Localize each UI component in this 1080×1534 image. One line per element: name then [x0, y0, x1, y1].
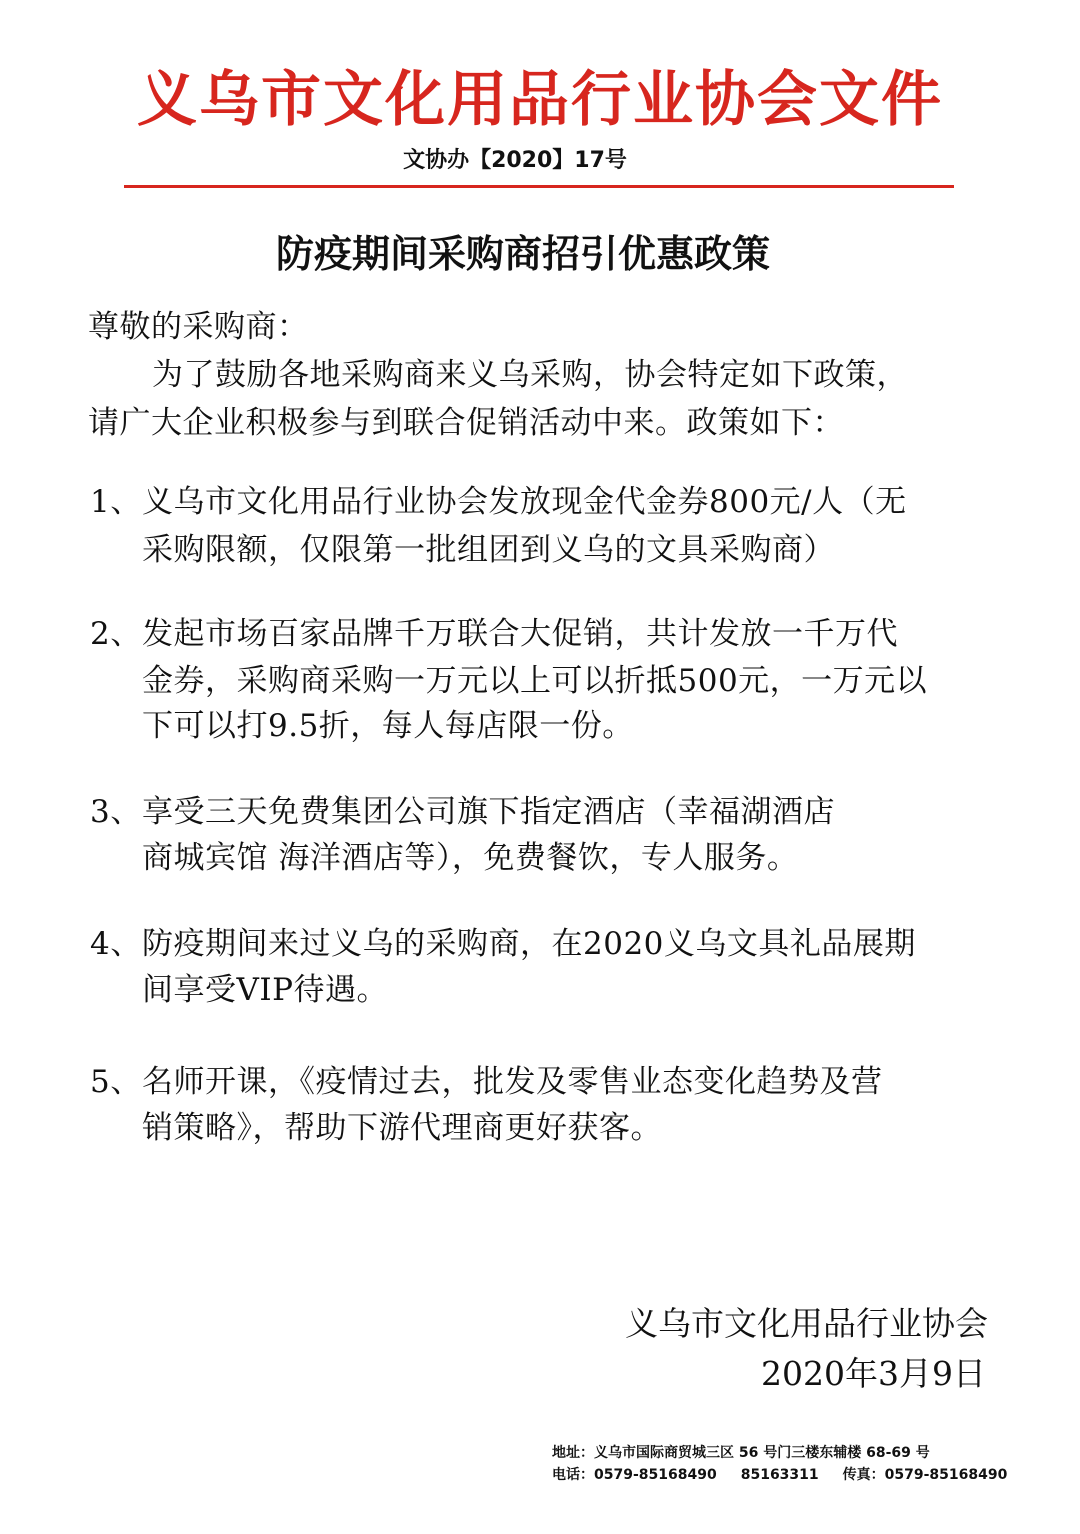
phone-label: 电话：	[552, 1467, 594, 1483]
policy-number: 3、	[90, 794, 142, 830]
policy-line: 义乌市文化用品行业协会发放现金代金券800元/人（无	[142, 484, 907, 520]
policy-line: 下可以打9.5折，每人每店限一份。	[142, 708, 634, 744]
org-header-title: 义乌市文化用品行业协会文件	[137, 65, 943, 135]
greeting: 尊敬的采购商：	[88, 309, 309, 345]
policy-number: 1、	[90, 484, 142, 520]
intro-line-2: 请广大企业积极参与到联合促销活动中来。政策如下：	[88, 405, 844, 441]
policy-line: 商城宾馆 海洋酒店等），免费餐饮，专人服务。	[142, 840, 799, 876]
footer-address: 地址：义乌市国际商贸城三区 56 号门三楼东辅楼 68-69 号	[552, 1445, 930, 1461]
document-title: 防疫期间采购商招引优惠政策	[275, 231, 770, 276]
intro-line-1: 为了鼓励各地采购商来义乌采购，协会特定如下政策，	[152, 357, 908, 393]
signature-organization: 义乌市文化用品行业协会	[625, 1304, 988, 1343]
policy-line: 发起市场百家品牌千万联合大促销，共计发放一千万代	[142, 616, 898, 652]
policy-line: 享受三天免费集团公司旗下指定酒店（幸福湖酒店	[142, 794, 835, 830]
policy-line: 名师开课，《疫情过去，批发及零售业态变化趋势及营	[142, 1064, 883, 1100]
policy-line: 防疫期间来过义乌的采购商，在2020义乌文具礼品展期	[142, 926, 916, 962]
policy-number: 2、	[90, 616, 142, 652]
document-number: 文协办【2020】17号	[403, 148, 627, 173]
policy-line: 间享受VIP待遇。	[142, 972, 388, 1008]
policy-number: 4、	[90, 926, 142, 962]
footer-contact	[552, 1464, 1007, 1486]
header-divider	[124, 185, 954, 188]
policy-line: 金券，采购商采购一万元以上可以折抵500元，一万元以	[142, 663, 928, 699]
fax-label: 传真：	[842, 1467, 885, 1483]
phone-number-1: 0579-85168490	[594, 1467, 717, 1483]
phone-number-2: 85163311	[740, 1467, 819, 1483]
policy-line: 采购限额，仅限第一批组团到义乌的文具采购商）	[142, 532, 835, 568]
policy-number: 5、	[90, 1064, 142, 1100]
policy-line: 销策略》，帮助下游代理商更好获客。	[142, 1110, 662, 1146]
signature-date: 2020年3月9日	[761, 1354, 986, 1393]
fax-number: 0579-85168490	[884, 1467, 1008, 1483]
